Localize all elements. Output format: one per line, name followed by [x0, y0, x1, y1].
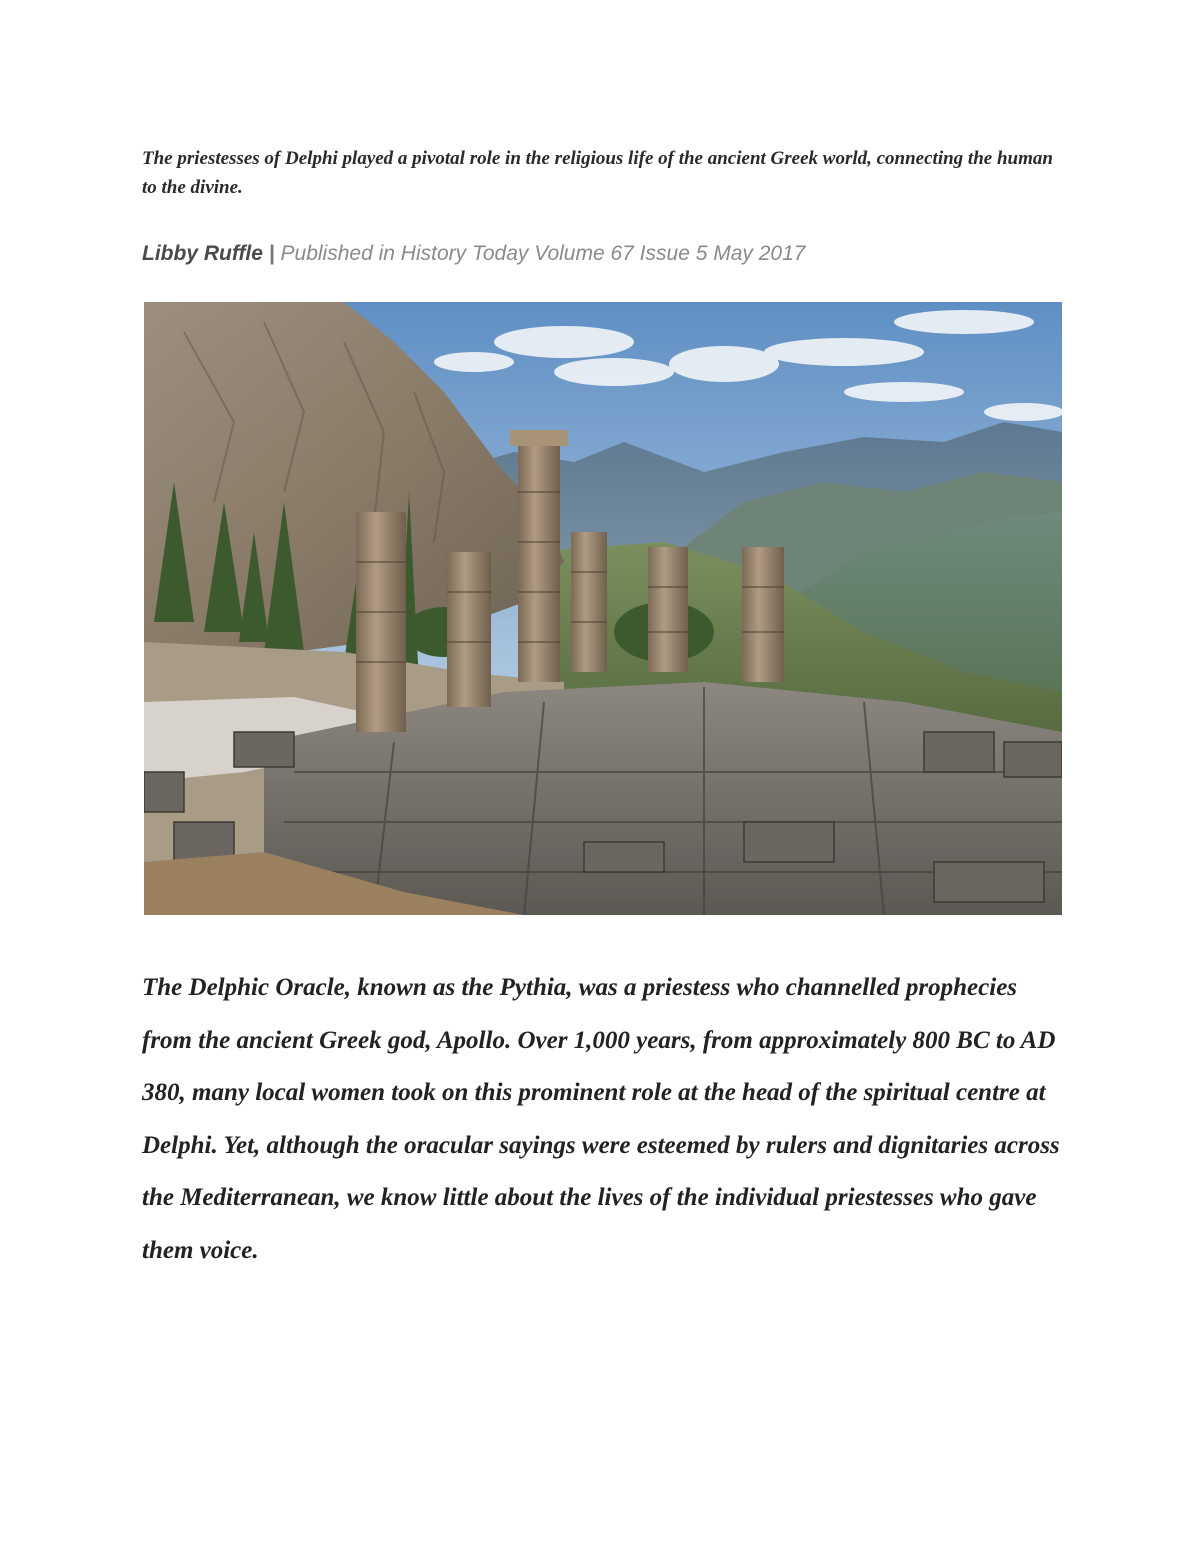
photo-illustration	[144, 302, 1062, 915]
article-body: The Delphic Oracle, known as the Pythia, was a priestess who channelled prophecies from the ancient Greek god, Apollo. Over 1,000 years, from approximately 800 BC to AD 380, many local women took on this prominent role at the head of the spiritual centre at Delphi. Yet, although the oracular sayings were esteemed by rulers and dignitaries across the Mediterranean, we know little about the lives of the individual priestesses who gave them voice.	[142, 974, 1060, 1264]
article-standfirst: The priestesses of Delphi played a pivotal role in the religious life of the ancient Greek world, connecting the human to the divine.	[142, 148, 1053, 198]
publication-info: Published in History Today Volume 67 Issue 5 May 2017	[280, 242, 806, 265]
author-name: Libby Ruffle	[142, 242, 263, 265]
temple-of-apollo-photo	[144, 302, 1062, 915]
byline-separator: |	[268, 242, 275, 265]
article-byline	[142, 240, 805, 268]
